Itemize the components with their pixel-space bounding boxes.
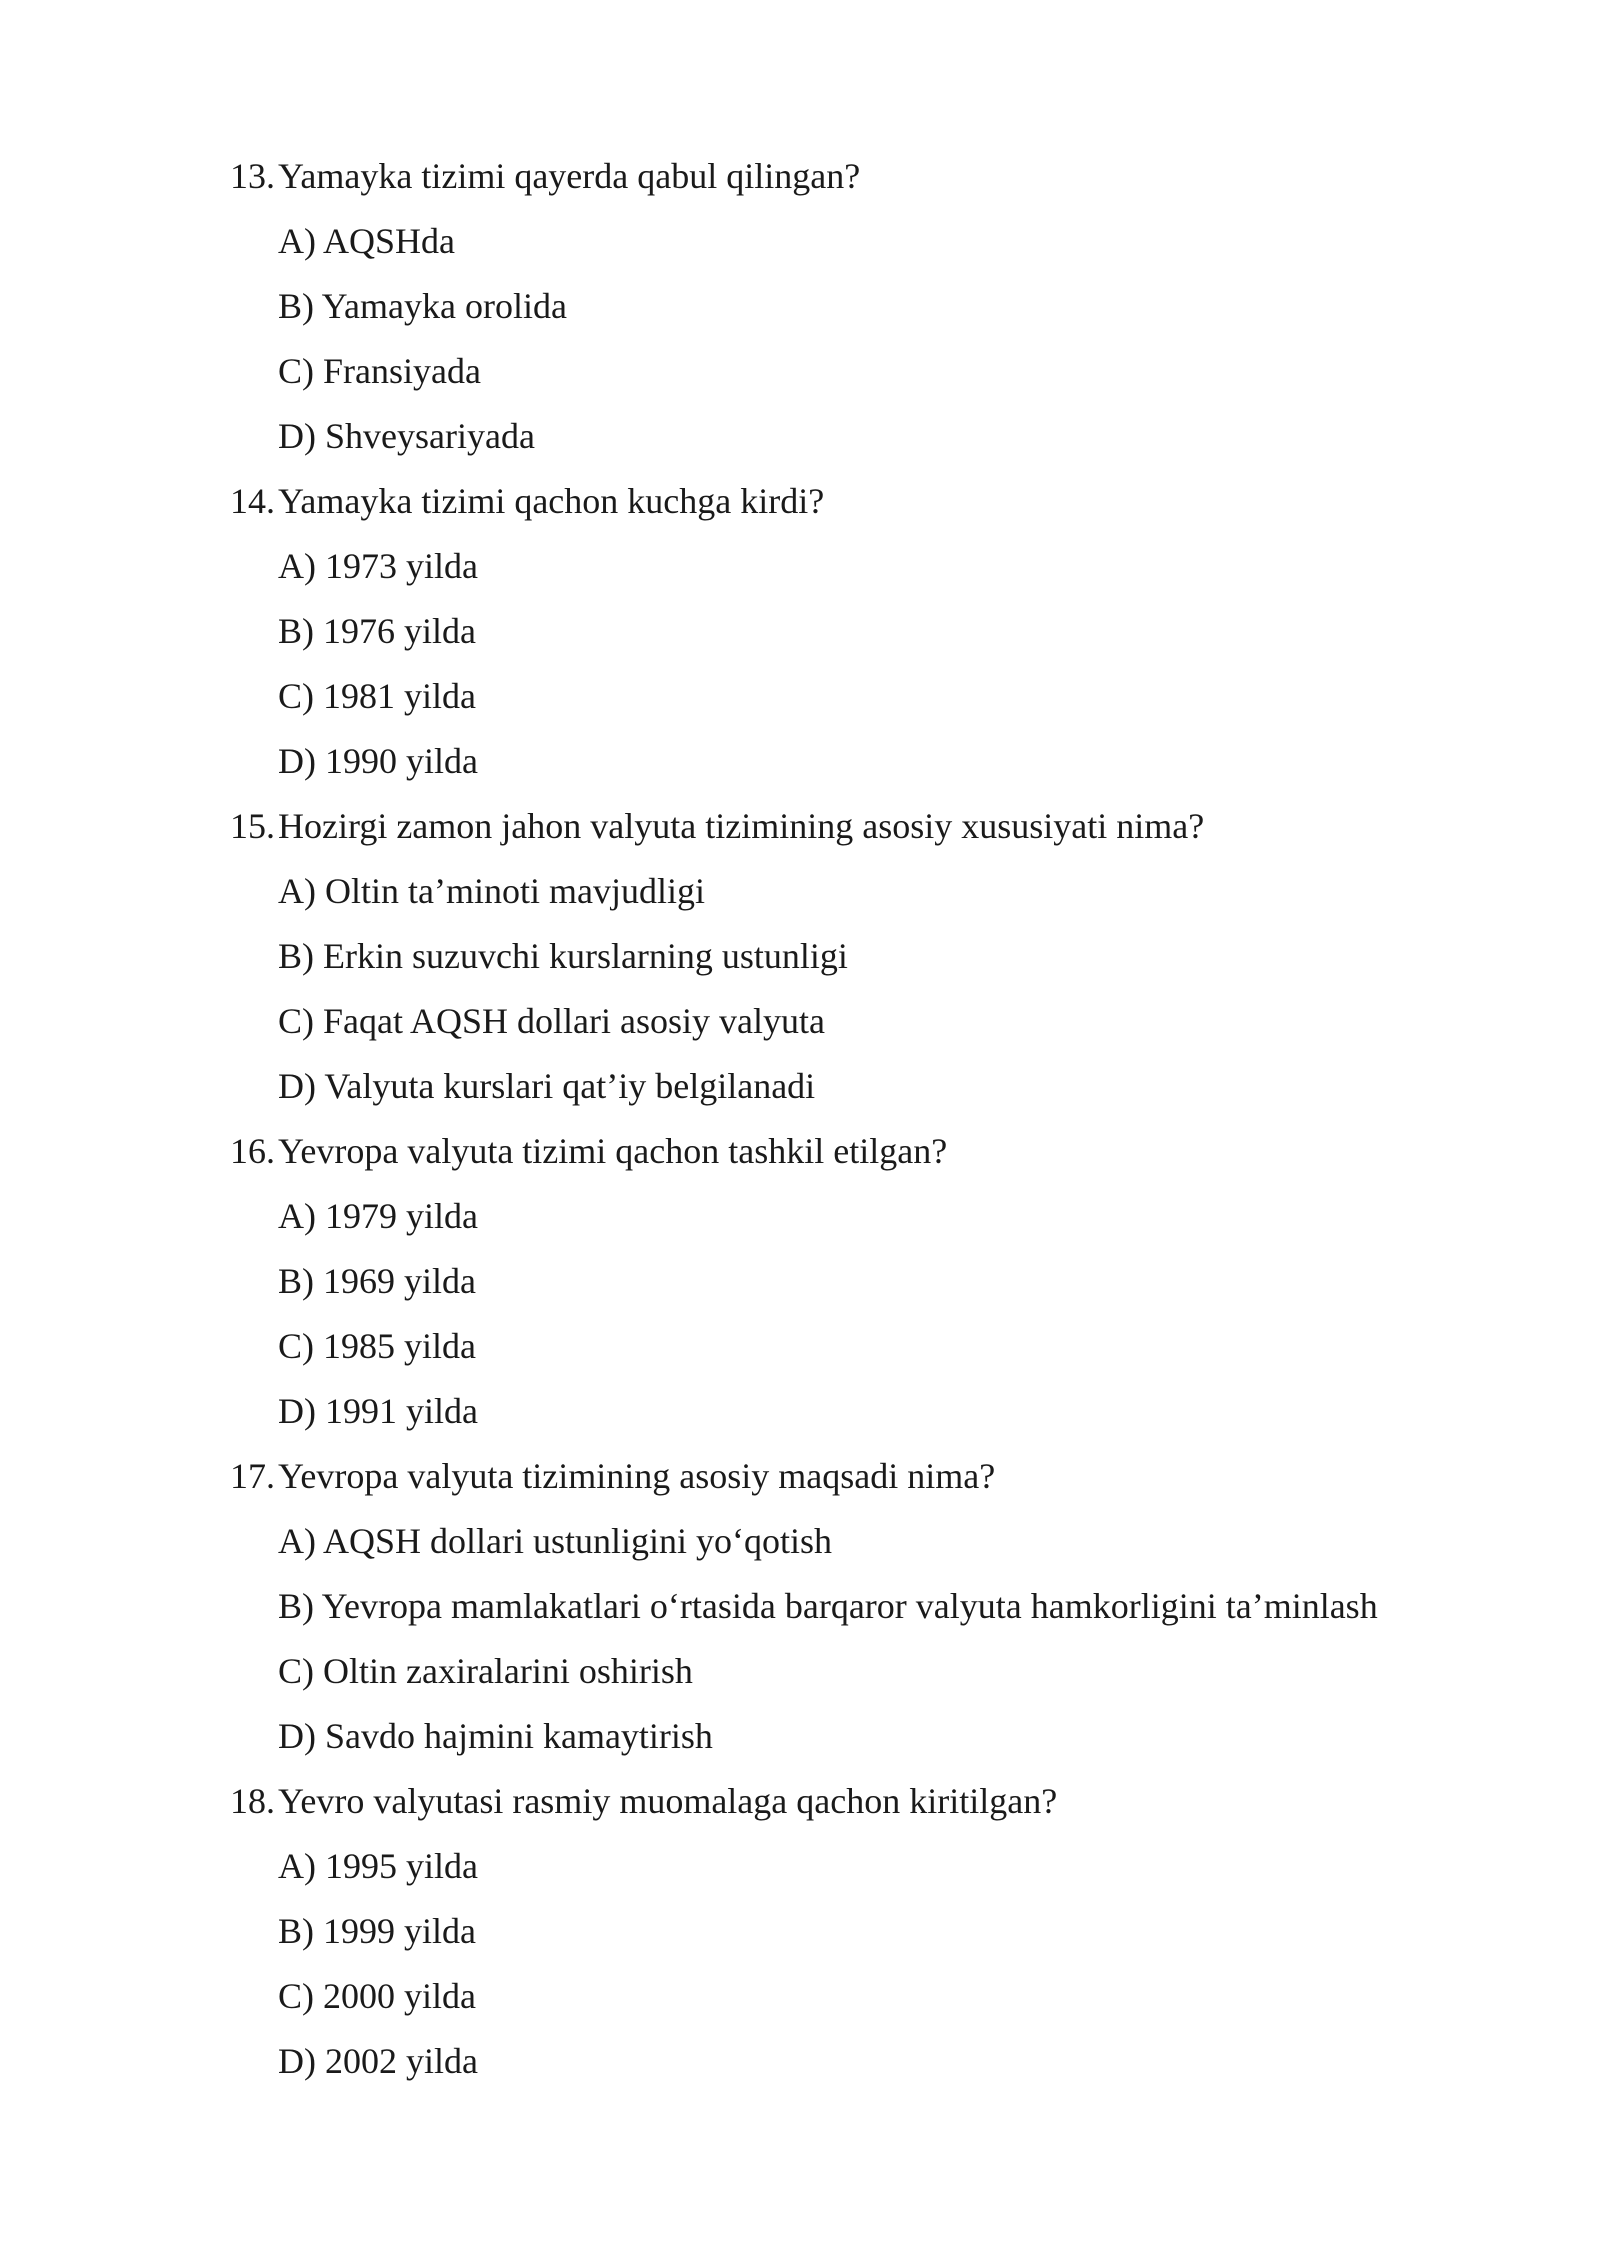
answer-option-c: C) 1985 yilda <box>278 1326 476 1366</box>
answer-option-b: B) Yevropa mamlakatlari o‘rtasida barqaror valyuta hamkorligini ta’minlash <box>278 1586 1378 1626</box>
question-stem <box>230 473 1530 538</box>
answer-option-d: D) Shveysariyada <box>278 416 535 456</box>
question-number: 18. <box>230 1781 275 1821</box>
question-stem <box>230 148 1530 213</box>
answer-option-b: B) 1969 yilda <box>278 1261 476 1301</box>
answer-option-a: A) Oltin ta’minoti mavjudligi <box>278 871 705 911</box>
question-text: Yamayka tizimi qachon kuchga kirdi? <box>278 481 825 521</box>
answer-option-b: B) Yamayka orolida <box>278 286 567 326</box>
answer-option-b: B) Erkin suzuvchi kurslarning ustunligi <box>278 936 848 976</box>
question-stem <box>230 1773 1530 1838</box>
question-17 <box>230 1448 1530 1773</box>
answer-option-a: A) AQSH dollari ustunligini yo‘qotish <box>278 1521 833 1561</box>
answer-option-c: C) Oltin zaxiralarini oshirish <box>278 1651 693 1691</box>
question-16 <box>230 1123 1530 1448</box>
answer-option-a: A) 1973 yilda <box>278 546 478 586</box>
question-15 <box>230 798 1530 1123</box>
question-number: 15. <box>230 806 275 846</box>
question-text: Yevropa valyuta tizimi qachon tashkil etilgan? <box>278 1131 948 1171</box>
question-stem <box>230 1123 1530 1188</box>
answer-option-d: D) 1991 yilda <box>278 1391 478 1431</box>
answer-option-b: B) 1976 yilda <box>278 611 476 651</box>
question-number: 16. <box>230 1131 275 1171</box>
question-text: Yamayka tizimi qayerda qabul qilingan? <box>278 156 861 196</box>
answer-option-a: A) 1979 yilda <box>278 1196 478 1236</box>
question-18 <box>230 1773 1530 2098</box>
question-13 <box>230 148 1530 473</box>
answer-option-d: D) Valyuta kurslari qat’iy belgilanadi <box>278 1066 816 1106</box>
answer-option-d: D) 2002 yilda <box>278 2041 478 2081</box>
question-text: Hozirgi zamon jahon valyuta tizimining asosiy xususiyati nima? <box>278 806 1205 846</box>
answer-option-c: C) Faqat AQSH dollari asosiy valyuta <box>278 1001 825 1041</box>
question-stem <box>230 798 1530 863</box>
question-list <box>230 148 1530 2098</box>
question-text: Yevro valyutasi rasmiy muomalaga qachon kiritilgan? <box>278 1781 1058 1821</box>
question-number: 14. <box>230 481 275 521</box>
question-number: 13. <box>230 156 275 196</box>
answer-option-b: B) 1999 yilda <box>278 1911 476 1951</box>
question-stem <box>230 1448 1530 1513</box>
answer-option-c: C) 1981 yilda <box>278 676 476 716</box>
answer-option-c: C) Fransiyada <box>278 351 481 391</box>
question-number: 17. <box>230 1456 275 1496</box>
answer-option-a: A) AQSHda <box>278 221 455 261</box>
answer-option-d: D) 1990 yilda <box>278 741 478 781</box>
answer-option-a: A) 1995 yilda <box>278 1846 478 1886</box>
question-text: Yevropa valyuta tizimining asosiy maqsadi nima? <box>278 1456 996 1496</box>
question-14 <box>230 473 1530 798</box>
answer-option-c: C) 2000 yilda <box>278 1976 476 2016</box>
answer-option-d: D) Savdo hajmini kamaytirish <box>278 1716 713 1756</box>
